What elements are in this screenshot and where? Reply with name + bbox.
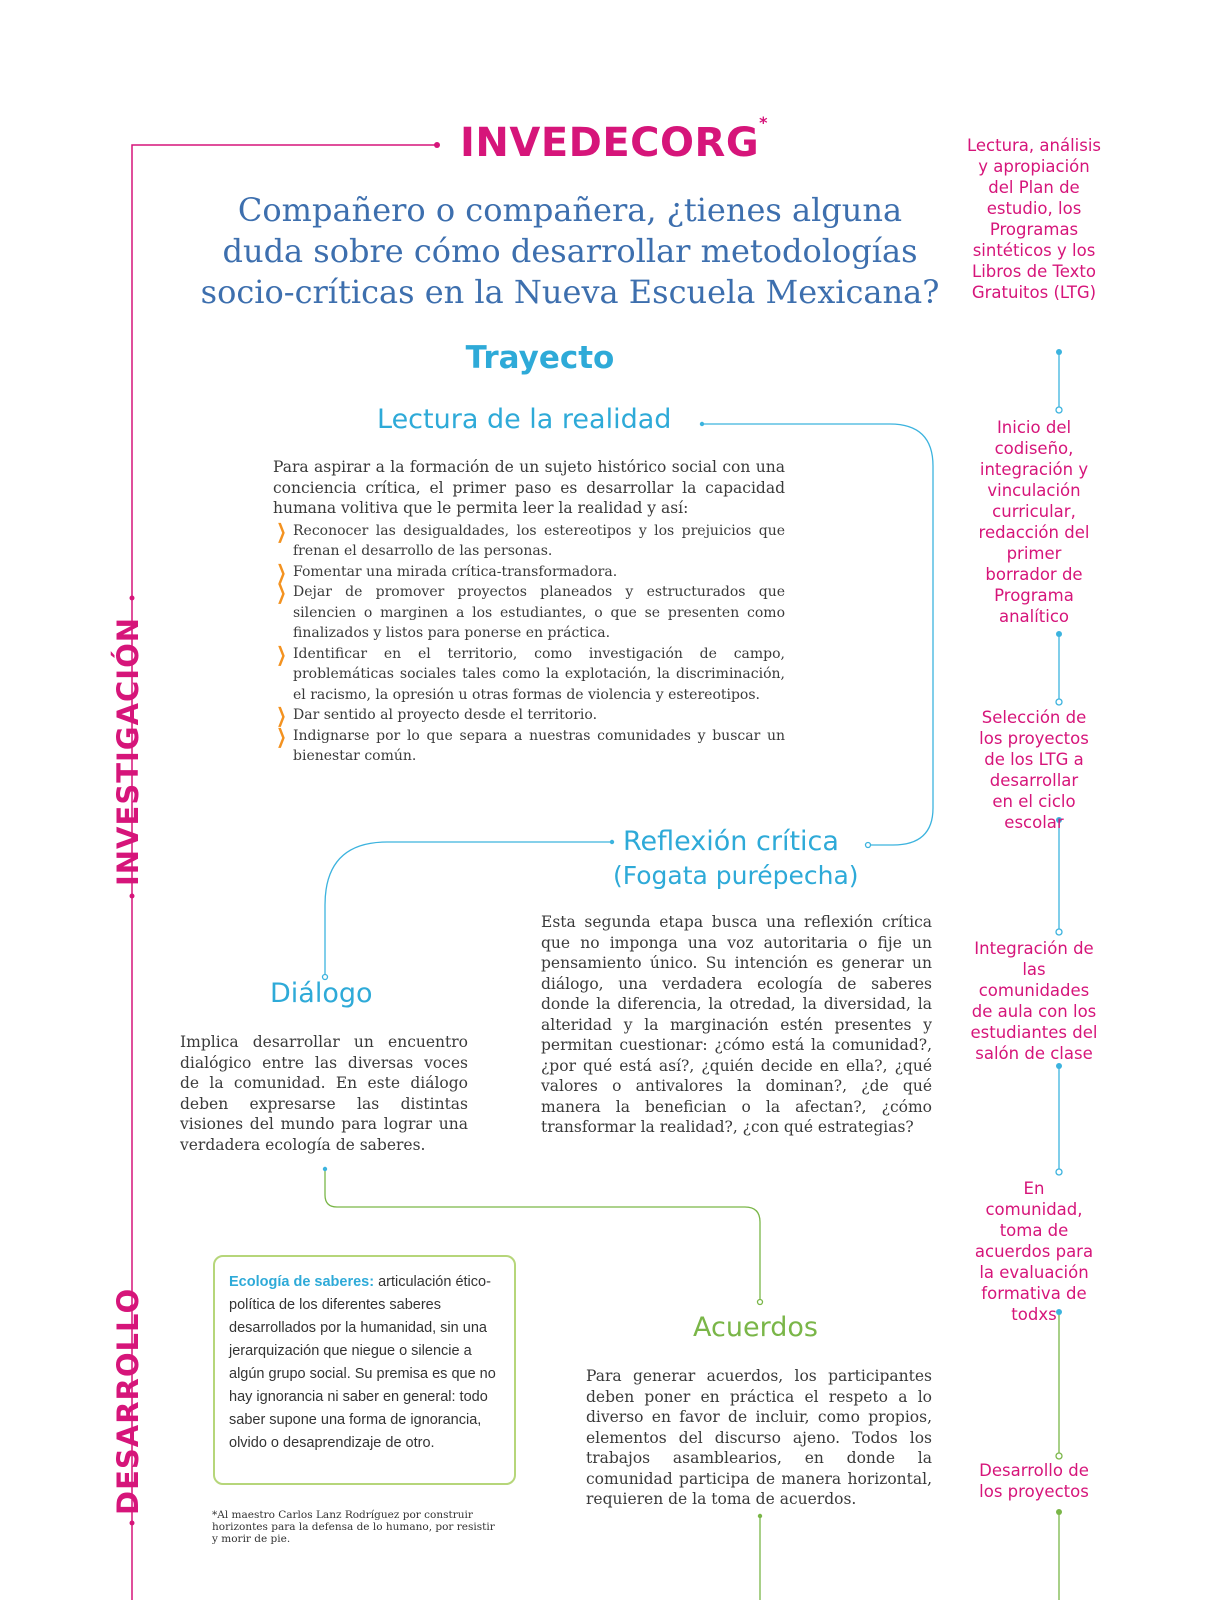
list-item: ❯ Identificar en el territorio, como investigación de campo, problemáticas sociales tales como la explotación, la discriminación, el racismo, la opresión u otras formas de violencia y estereotipos. xyxy=(276,641,785,703)
lectura-list xyxy=(273,518,785,767)
list-item: ❯ Fomentar una mirada crítica-transformadora. xyxy=(276,559,618,584)
ecologia-term: Ecología de saberes: xyxy=(229,1274,375,1290)
list-item: ❯ Indignarse por lo que separa a nuestras comunidades y buscar un bienestar común. xyxy=(276,723,785,764)
chevron-icon: ❯ xyxy=(276,518,287,543)
sidebar-step-4: Integración de las comunidades de aula con los estudiantes del salón de clase xyxy=(970,939,1098,1063)
page-subtitle: Compañero o compañera, ¿tienes alguna duda sobre cómo desarrollar metodologías socio-críticas en la Nueva Escuela Mexicana? xyxy=(200,191,940,311)
investigacion-dot-end xyxy=(130,894,135,899)
section-title: Trayecto xyxy=(465,340,615,376)
desarrollo-dot-end xyxy=(130,1521,135,1526)
chevron-icon: ❯ xyxy=(276,703,287,727)
reflexion-text: Esta segunda etapa busca una reflexión crítica que no imponga una voz autoritaria o fije un pensamiento único. Su intención es generar un diálogo, una verdadera ecología de saberes donde la diferencia, la otredad, la diversidad, la alteridad y la marginación estén presentes y permitan cuestionar: ¿cómo está la comunidad?, ¿por qué está así?, ¿quién decide en ella?, ¿qué valores o antivalores la dominan?, ¿de qué manera la benefician o la afectan?, ¿cómo transformar la realidad?, ¿con qué estrategias? xyxy=(541,913,932,1136)
chevron-icon: ❯ xyxy=(276,580,287,604)
sidebar-step-5: En comunidad, toma de acuerdos para la evaluación formativa de todxs xyxy=(974,1179,1094,1324)
investigacion-dot xyxy=(130,596,135,601)
chevron-icon: ❯ xyxy=(276,723,287,748)
sidebar-step-1: Lectura, análisis y apropiación del Plan de estudio, los Programas sintéticos y los Libros de Texto Gratuitos (LTG) xyxy=(966,136,1102,302)
list-item: ❯ Dar sentido al proyecto desde el territorio. xyxy=(276,703,598,727)
acuerdos-text: Para generar acuerdos, los participantes deben poner en práctica el respeto a lo diverso en favor de incluir, como propios, elementos del discurso ajeno. Todos los trabajos asamblearios, en donde la comunidad participa de manera horizontal, requieren de la toma de acuerdos. xyxy=(586,1367,932,1508)
page-title xyxy=(460,112,769,166)
reflexion-subheading: (Fogata purépecha) xyxy=(613,861,859,890)
desarrollo-label: DESARROLLO xyxy=(111,1287,145,1515)
ecologia-box xyxy=(213,1255,516,1485)
sidebar-step-6: Desarrollo de los proyectos xyxy=(979,1461,1089,1501)
title-frame-dot xyxy=(434,142,440,148)
page-title-text: INVEDECORG xyxy=(460,120,760,166)
sidebar-step-2: Inicio del codiseño, integración y vinculación curricular, redacción del primer borrador de Programa analítico xyxy=(978,418,1090,626)
investigacion-label: INVESTIGACIÓN xyxy=(111,616,145,886)
sidebar-step-3: Selección de los proyectos de los LTG a desarrollar en el ciclo escolar xyxy=(979,708,1089,832)
acuerdos-heading: Acuerdos xyxy=(693,1312,818,1343)
chevron-icon: ❯ xyxy=(276,641,287,666)
footnote: *Al maestro Carlos Lanz Rodríguez por construir horizontes para la defensa de lo humano, por resistir y morir de pie. xyxy=(212,1509,495,1545)
lectura-intro: Para aspirar a la formación de un sujeto histórico social con una conciencia crítica, el primer paso es desarrollar la capacidad humana volitiva que le permita leer la realidad y así: xyxy=(273,458,785,517)
lectura-heading: Lectura de la realidad xyxy=(377,404,672,435)
reflexion-heading: Reflexión crítica xyxy=(623,826,839,857)
title-footnote-mark: * xyxy=(759,112,769,132)
dialogo-text: Implica desarrollar un encuentro dialógico entre las diversas voces de la comunidad. En este diálogo deben expresarse las distintas visiones del mundo para lograr una verdadera ecología de saberes. xyxy=(180,1033,468,1154)
dialogo-heading: Diálogo xyxy=(270,978,373,1009)
lectura-section xyxy=(273,457,785,767)
chevron-icon: ❯ xyxy=(276,559,287,584)
list-item: ❯ Dejar de promover proyectos planeados y estructurados que silencien o marginen a los estudiantes, o que se presenten como finalizados y listos para ponerse en práctica. xyxy=(276,580,785,641)
list-item: ❯ Reconocer las desigualdades, los estereotipos y los prejuicios que frenan el desarrollo de las personas. xyxy=(276,518,785,559)
ecologia-text: articulación ético-política de los diferentes saberes desarrollados por la humanidad, sin una jerarquización que niegue o silencie a algún grupo social. Su premisa es que no hay ignorancia ni saber en general: todo saber supone una forma de ignorancia, olvido o desaprendizaje de otro. xyxy=(229,1274,496,1451)
